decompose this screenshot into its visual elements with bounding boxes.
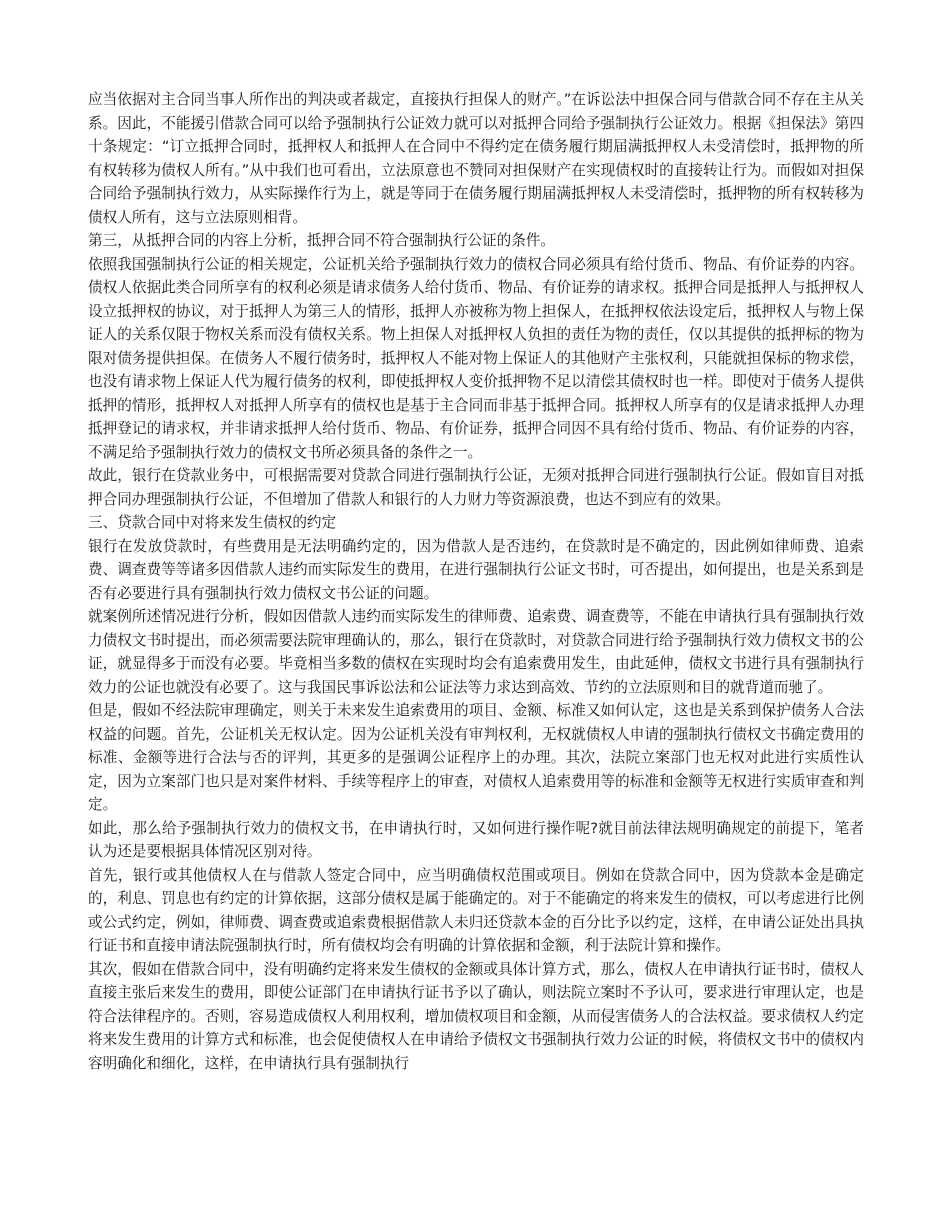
paragraph: 就案例所述情况进行分析，假如因借款人违约而实际发生的律师费、追索费、调查费等，不能在申请执行具有强制执行效力债权文书时提出，而必须需要法院审理确认的，那么，银行在贷款时，对贷款合同进行给予强制执行效力债权文书的公证，就显得多于而没有必要。毕竟相当多数的债权在实现时均会有追索费用发生，由此延伸，债权文书进行具有强制执行效力的公证也就没有必要了。这与我国民事诉讼法和公证法等力求达到高效、节约的立法原则和目的就背道而驰了。 (88, 608, 864, 696)
paragraph: 应当依据对主合同当事人所作出的判决或者裁定，直接执行担保人的财产。”在诉讼法中担保合同与借款合同不存在主从关系。因此，不能援引借款合同可以给予强制执行公证效力就可以对抵押合同给予强制执行公证效力。根据《担保法》第四十条规定：“订立抵押合同时，抵押权人和抵押人在合同中不得约定在债务履行期届满抵押权人未受清偿时，抵押物的所有权转移为债权人所有。”从中我们也可看出，立法原意也不赞同对担保财产在实现债权时的直接转让行为。而假如对担保合同给予强制执行效力，从实际操作行为上，就是等同于在债务履行期届满抵押权人未受清偿时，抵押物的所有权转移为债权人所有，这与立法原则相背。 (88, 91, 864, 226)
paragraph: 故此，银行在贷款业务中，可根据需要对贷款合同进行强制执行公证，无须对抵押合同进行强制执行公证。假如盲目对抵押合同办理强制执行公证，不但增加了借款人和银行的人力财力等资源浪费，也达不到应有的效果。 (88, 467, 864, 508)
paragraph: 银行在发放贷款时，有些费用是无法明确约定的，因为借款人是否违约，在贷款时是不确定的，因此例如律师费、追索费、调查费等等诸多因借款人违约而实际发生的费用，在进行强制执行公证文书时，可否提出，如何提出，也是关系到是否有必要进行具有强制执行效力债权文书公证的问题。 (88, 537, 864, 602)
paragraph: 如此，那么给予强制执行效力的债权文书，在申请执行时，又如何进行操作呢?就目前法律法规明确规定的前提下，笔者认为还是要根据具体情况区别对待。 (88, 819, 864, 860)
paragraph: 依照我国强制执行公证的相关规定，公证机关给予强制执行效力的债权合同必须具有给付货币、物品、有价证券的内容。债权人依据此类合同所享有的权利必须是请求债务人给付货币、物品、有价证券的请求权。抵押合同是抵押人与抵押权人设立抵押权的协议，对于抵押人为第三人的情形，抵押人亦被称为物上担保人，在抵押权依法设定后，抵押权人与物上保证人的关系仅限于物权关系而没有债权关系。物上担保人对抵押权人负担的责任为物的责任，仅以其提供的抵押标的物为限对债务提供担保。在债务人不履行债务时，抵押权人不能对物上保证人的其他财产主张权利，只能就担保标的物求偿，也没有请求物上保证人代为履行债务的权利，即使抵押权人变价抵押物不足以清偿其债权时也一样。即使对于债务人提供抵押的情形，抵押权人对抵押人所享有的债权也是基于主合同而非基于抵押合同。抵押权人所享有的仅是请求抵押人办理抵押登记的请求权，并非请求抵押人给付货币、物品、有价证券，抵押合同因不具有给付货币、物品、有价证券的内容，不满足给予强制执行效力的债权文书所必须具备的条件之一。 (88, 255, 864, 461)
paragraph: 但是，假如不经法院审理确定，则关于未来发生追索费用的项目、金额、标准又如何认定，这也是关系到保护债务人合法权益的问题。首先，公证机关无权认定。因为公证机关没有审判权利，无权就债权人申请的强制执行债权文书确定费用的标准、金额等进行合法与否的评判，其更多的是强调公证程序上的办理。其次，法院立案部门也无权对此进行实质性认定，因为立案部门也只是对案件材料、手续等程序上的审查，对债权人追索费用等的标准和金额等无权进行实质审查和判定。 (88, 702, 864, 813)
paragraph: 第三，从抵押合同的内容上分析，抵押合同不符合强制执行公证的条件。 (88, 232, 556, 249)
paragraph: 其次，假如在借款合同中，没有明确约定将来发生债权的金额或具体计算方式，那么，债权人在申请执行证书时，债权人直接主张后来发生的费用，即使公证部门在申请执行证书予以了确认，则法院立案时不予认可，要求进行审理认定，也是符合法律程序的。否则，容易造成债权人利用权利，增加债权项目和金额，从而侵害债务人的合法权益。要求债权人约定将来发生费用的计算方式和标准，也会促使债权人在申请给予债权文书强制执行效力公证的时候，将债权文书中的债权内容明确化和细化，这样，在申请执行具有强制执行 (88, 960, 864, 1072)
section-heading: 三、贷款合同中对将来发生债权的约定 (88, 514, 337, 531)
paragraph: 首先，银行或其他债权人在与借款人签定合同中，应当明确债权范围或项目。例如在贷款合同中，因为贷款本金是确定的，利息、罚息也有约定的计算依据，这部分债权是属于能确定的。对于不能确定的将来发生的债权，可以考虑进行比例或公式约定，例如，律师费、调查费或追索费根据借款人未归还贷款本金的百分比予以约定，这样，在申请公证处出具执行证书和直接申请法院强制执行时，所有债权均会有明确的计算依据和金额，利于法院计算和操作。 (88, 866, 864, 954)
document-page (88, 88, 864, 1075)
